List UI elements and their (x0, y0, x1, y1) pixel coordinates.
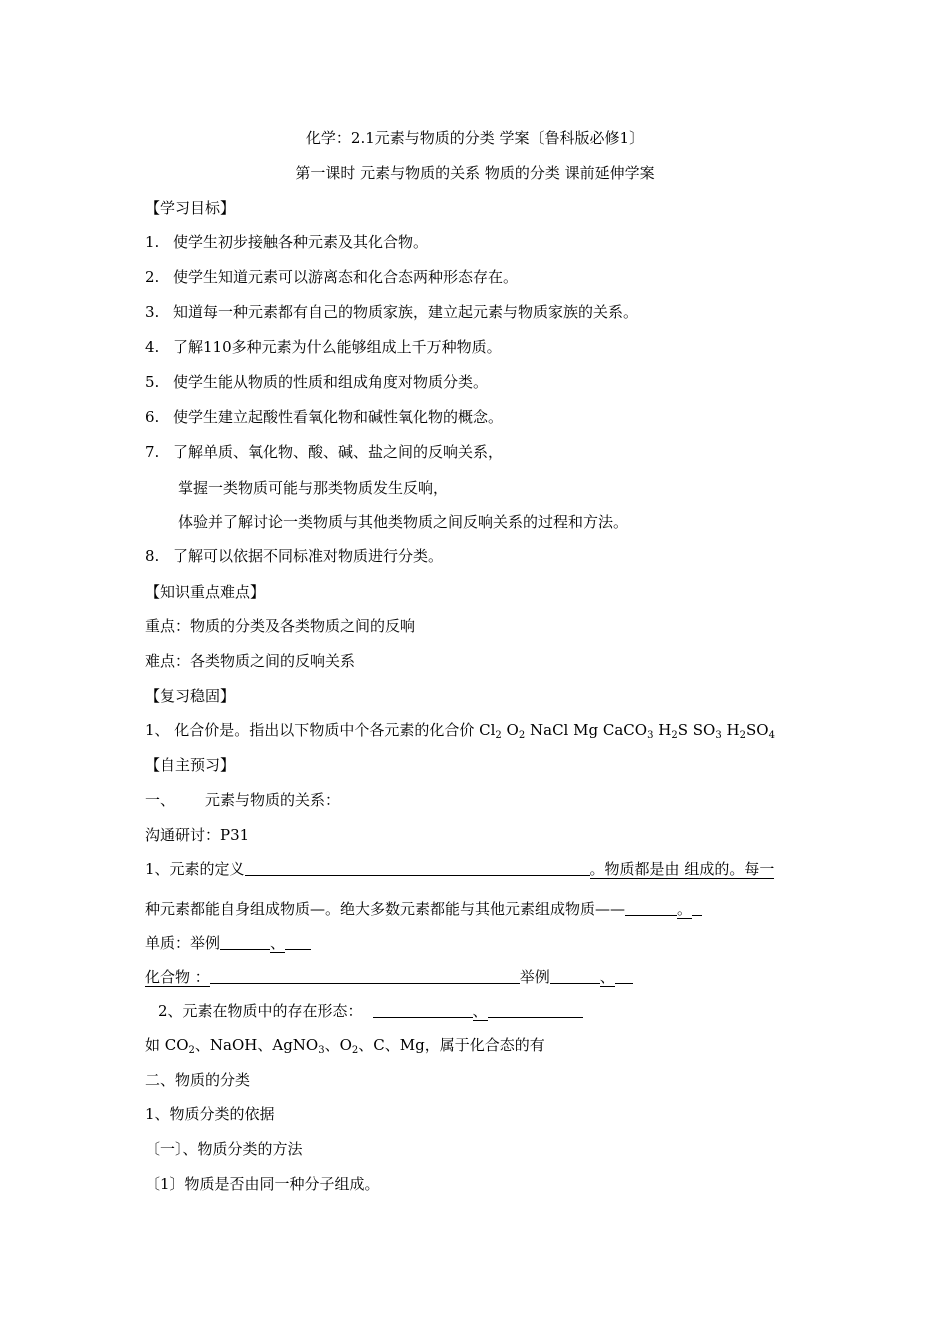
formula: NaCl (530, 721, 569, 739)
fill-blank[interactable] (285, 933, 311, 950)
goal-item: 5. 使学生能从物质的性质和组成角度对物质分类。 (145, 373, 489, 391)
section-heading-preview: 【自主预习】 (145, 756, 236, 774)
classification-method: 〔一〕、物质分类的方法 (145, 1140, 303, 1158)
section-heading-key-points: 【知识重点难点】 (145, 583, 266, 601)
fill-blank[interactable] (625, 899, 677, 916)
goal-item: 2. 使学生知道元素可以游离态和化合态两种形态存在。 (145, 268, 519, 286)
part2-heading: 二、物质的分类 (145, 1071, 251, 1089)
question-element-definition-cont: 种元素都能自身组成物质—。绝大多数元素都能与其他元素组成物质—— 。 (145, 899, 702, 919)
goal-item-continued: 体验并了解讨论一类物质与其他类物质之间反响关系的过程和方法。 (178, 513, 629, 531)
formula: $H_2SO_4$ (726, 721, 775, 741)
classification-item: 〔1〕物质是否由同一种分子组成。 (145, 1175, 380, 1193)
formula: CaCO$_3$ (602, 721, 654, 741)
part1-heading: 一、 元素与物质的关系： (145, 791, 341, 809)
fill-blank[interactable] (488, 1001, 583, 1018)
goal-item: 3. 知道每一种元素都有自己的物质家族，建立起元素与物质家族的关系。 (145, 303, 639, 321)
fill-blank[interactable] (615, 967, 633, 984)
fill-blank[interactable] (245, 859, 590, 876)
document-subtitle: 第一课时 元素与物质的关系 物质的分类 课前延伸学案 (295, 164, 655, 182)
goal-item: 6. 使学生建立起酸性看氧化物和碱性氧化物的概念。 (145, 408, 504, 426)
difficult-point: 难点：各类物质之间的反响关系 (145, 652, 356, 670)
formula: Mg (573, 721, 599, 739)
review-question: 1、 化合价是。指出以下物质中个各元素的化合价 $Cl_2$ $O_2$ NaCl Mg CaCO$_3$ $H_2S$ $SO_3$ $H_2SO_4$ (145, 721, 775, 741)
key-point: 重点：物质的分类及各类物质之间的反响 (145, 617, 416, 635)
goal-item: 1. 使学生初步接触各种元素及其化合物。 (145, 233, 429, 251)
compound-example: 化合物 ： 举例 、 (145, 967, 633, 987)
goal-item: 8. 了解可以依据不同标准对物质进行分类。 (145, 547, 444, 565)
goal-item-continued: 掌握一类物质可能与那类物质发生反响， (178, 479, 449, 497)
fill-blank[interactable] (550, 967, 600, 984)
classification-basis: 1、物质分类的依据 (145, 1105, 275, 1123)
question-existence-forms: 2、元素在物质中的存在形态： 、 (158, 1001, 583, 1021)
goal-item: 4. 了解110多种元素为什么能够组成上千万种物质。 (145, 338, 502, 356)
discussion-ref: 沟通研讨：P31 (145, 826, 250, 844)
simple-substance-example: 单质：举例 、 (145, 933, 311, 953)
compound-state-question: 如 $CO_2$、NaOH、AgNO$_3$、$O_2$、C、Mg，属于化合态的有 (145, 1036, 545, 1056)
section-heading-goals: 【学习目标】 (145, 199, 236, 217)
formula: $SO_3$ (692, 721, 722, 741)
document-title: 化学：2.1元素与物质的分类 学案〔鲁科版必修1〕 (305, 129, 645, 147)
goal-item: 7. 了解单质、氧化物、酸、碱、盐之间的反响关系， (145, 443, 504, 461)
formula: $O_2$ (506, 721, 526, 741)
question-element-definition: 1、元素的定义 。物质都是由 组成的。每一 (145, 860, 775, 878)
fill-blank[interactable] (373, 1001, 473, 1018)
fill-blank[interactable] (210, 967, 520, 984)
section-heading-review: 【复习稳固】 (145, 687, 236, 705)
formula: $H_2S$ (658, 721, 688, 741)
fill-blank[interactable] (220, 933, 270, 950)
formula: $Cl_2$ (479, 721, 502, 741)
